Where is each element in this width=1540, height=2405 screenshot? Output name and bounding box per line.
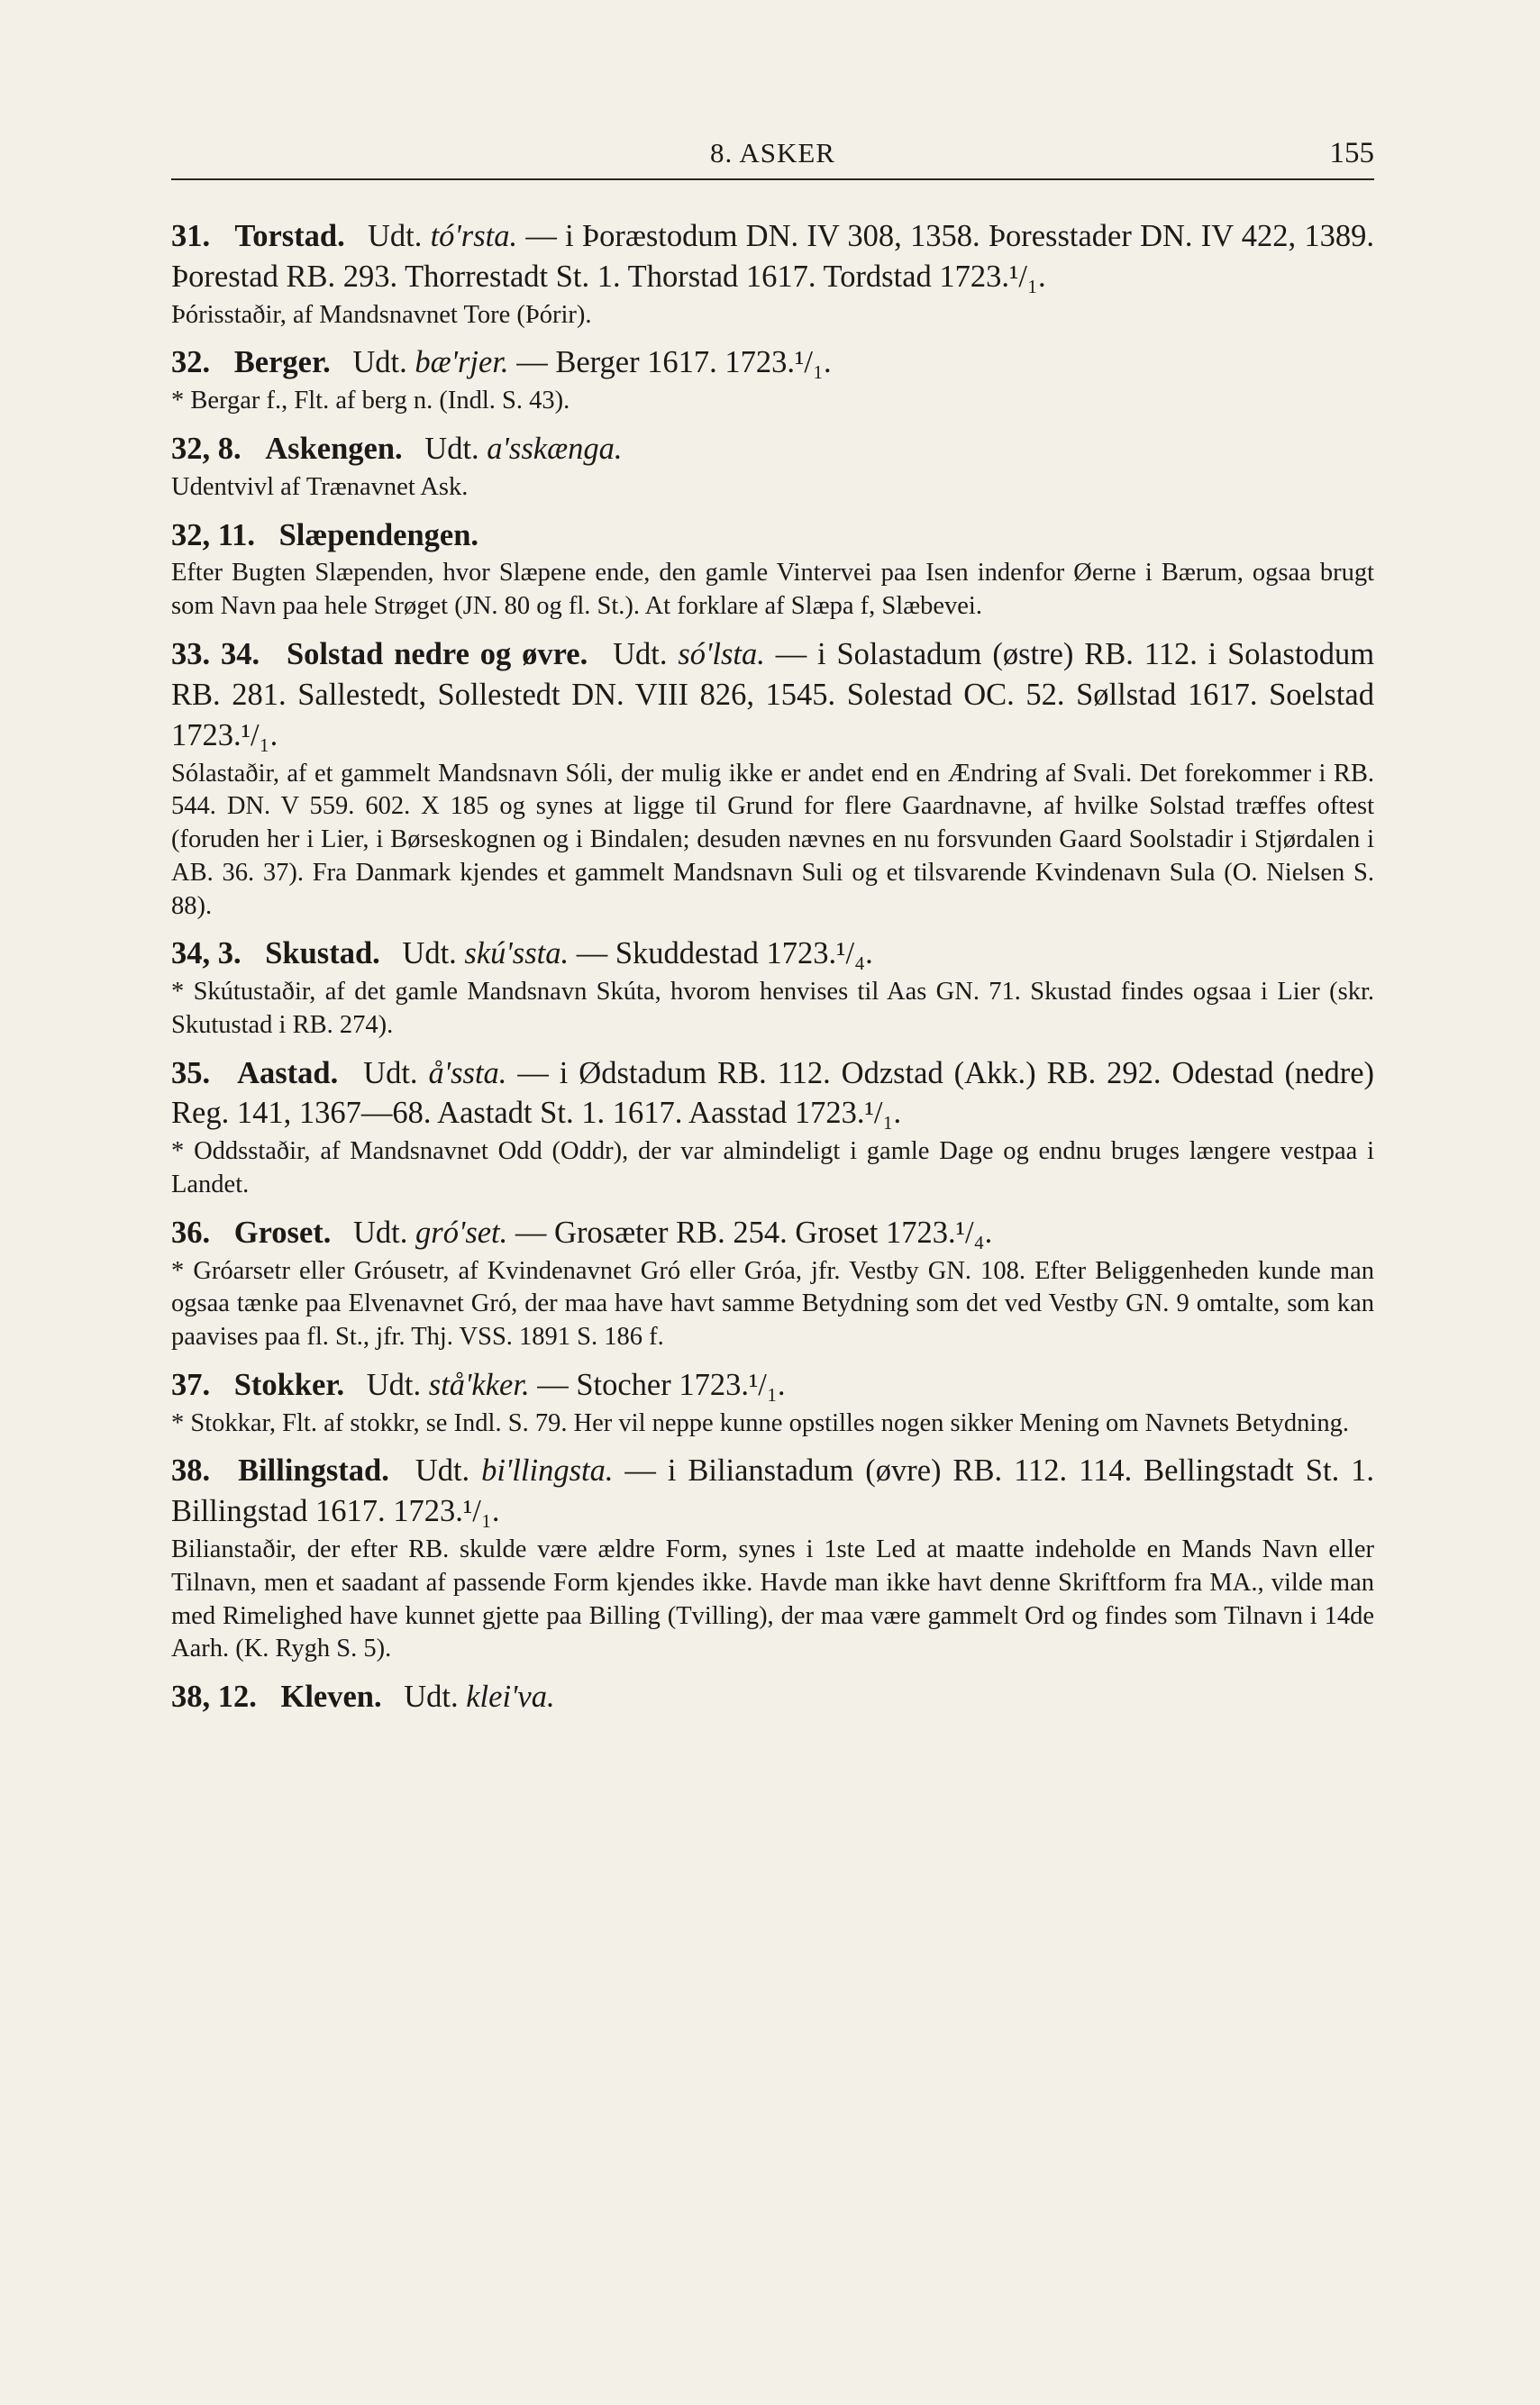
etymology-note: Sólastaðir, af et gammelt Mandsnavn Sóli, der mulig ikke er andet end en Ændring af Svali. Det forekommer i RB. 544. DN. V 559. 602. X 185 og synes at ligge til Grund for flere Gaardnavne, af hvilke Solstad træffes oftest (foruden her i Lier, i Børseskognen og i Bindalen; desuden nævnes en nu forsvunden Gaard Soolstadir i Stjørdalen i AB. 36. 37). Fra Danmark kjendes et gammelt Mandsnavn Suli og et tilsvarende Kvindenavn Sula (O. Nielsen S. 88).	[171, 759, 1374, 920]
running-header	[171, 135, 1374, 180]
farm-name: Billingstad.	[238, 1453, 389, 1489]
entry-number: 38, 12.	[171, 1680, 257, 1715]
entry-heading	[171, 934, 1374, 974]
entry-heading	[171, 342, 1374, 383]
entry-heading	[171, 634, 1374, 756]
farm-entry	[171, 1213, 1374, 1354]
etymology-note: * Oddsstaðir, af Mandsnavnet Odd (Oddr), der var almindeligt i gamle Dage og endnu bruges længere vestpaa i Landet.	[171, 1137, 1374, 1199]
entry-heading	[171, 1365, 1374, 1406]
entry-number: 35.	[171, 1055, 211, 1090]
pronunciation: bi'llingsta.	[481, 1453, 614, 1489]
farm-name: Slæpendengen.	[278, 517, 479, 552]
pronunciation: gró'set.	[415, 1215, 508, 1250]
page-number: 155	[1329, 137, 1374, 169]
entry-heading	[171, 216, 1374, 297]
entry-number: 32, 8.	[171, 432, 241, 467]
pronunciation: tó'rsta.	[430, 219, 518, 253]
entry-heading	[171, 1053, 1374, 1134]
entry-list	[171, 216, 1374, 1728]
pronunciation-label: Udt.	[366, 1367, 422, 1402]
pronunciation-label: Udt.	[424, 432, 479, 467]
farm-entry	[171, 515, 1374, 624]
farm-entry	[171, 634, 1374, 923]
entry-number: 31.	[171, 219, 211, 253]
entry-heading	[171, 515, 1374, 556]
entry-heading	[171, 1451, 1374, 1532]
historical-forms: — i Ødstadum RB. 112. Odzstad (Akk.) RB. 292. Odestad (nedre) Reg. 141, 1367—68. Aastadt St. 1. 1617. Aasstad 1723.¹/₁.	[171, 1055, 1375, 1131]
farm-name: Skustad.	[265, 936, 380, 971]
historical-forms: — i Þoræstodum DN. IV 308, 1358. Þoresstader DN. IV 422, 1389. Þorestad RB. 293. Thorrestadt St. 1. Thorstad 1617. Tordstad 1723.¹/₁.	[171, 219, 1375, 294]
entry-number: 37.	[171, 1367, 211, 1402]
etymology-note: Udentvivl af Trænavnet Ask.	[171, 472, 469, 501]
pronunciation-label: Udt.	[363, 1055, 418, 1090]
pronunciation: a'sskænga.	[487, 432, 623, 467]
historical-forms: — Berger 1617. 1723.¹/₁.	[516, 345, 832, 380]
farm-entry	[171, 1451, 1374, 1666]
historical-forms: — i Solastadum (østre) RB. 112. i Solastodum RB. 281. Sallestedt, Sollestedt DN. VIII 826, 1545. Solestad OC. 52. Søllstad 1617. Soelstad 1723.¹/₁.	[171, 636, 1375, 752]
etymology-note: Efter Bugten Slæpenden, hvor Slæpene ende, den gamle Vintervei paa Isen indenfor Øerne i Bærum, ogsaa brugt som Navn paa hele Strøget (JN. 80 og fl. St.). At forklare af Slæpa f, Slæbevei.	[171, 559, 1374, 621]
pronunciation-label: Udt.	[404, 1680, 459, 1715]
pronunciation-label: Udt.	[613, 636, 668, 671]
pronunciation: bæ'rjer.	[415, 345, 509, 380]
pronunciation-label: Udt.	[352, 345, 407, 380]
chapter-title: 8. ASKER	[710, 137, 835, 169]
historical-forms: — Skuddestad 1723.¹/₄.	[576, 936, 873, 971]
pronunciation: skú'ssta.	[464, 936, 570, 971]
farm-name: Kleven.	[280, 1680, 382, 1715]
entry-number: 34, 3.	[171, 936, 241, 971]
farm-entry	[171, 934, 1374, 1042]
etymology-note: * Stokkar, Flt. af stokkr, se Indl. S. 79. Her vil neppe kunne opstilles nogen sikker Mening om Navnets Betydning.	[171, 1408, 1349, 1437]
entry-number: 33. 34.	[171, 636, 260, 671]
entry-number: 32.	[171, 345, 211, 380]
farm-entry	[171, 429, 1374, 505]
entry-heading	[171, 429, 1374, 469]
etymology-note: Bilianstaðir, der efter RB. skulde være ældre Form, synes i 1ste Led at maatte indeholde en Mands Navn eller Tilnavn, men et saadant af passende Form kjendes ikke. Havde man ikke havt denne Skriftform fra MA., vilde man med Rimelighed have kunnet gjette paa Billing (Tvilling), der maa være gammelt Ord og findes som Tilnavn i 14de Aarh. (K. Rygh S. 5).	[171, 1535, 1374, 1663]
pronunciation-label: Udt.	[353, 1215, 408, 1250]
farm-entry	[171, 1677, 1374, 1717]
farm-name: Stokker.	[233, 1367, 345, 1402]
farm-entry	[171, 1053, 1374, 1202]
entry-heading	[171, 1677, 1374, 1717]
etymology-note: Þórisstaðir, af Mandsnavnet Tore (Þórir).	[171, 300, 592, 329]
historical-forms: — Stocher 1723.¹/₁.	[537, 1367, 786, 1402]
farm-name: Torstad.	[234, 219, 345, 253]
pronunciation: klei'va.	[466, 1680, 555, 1715]
farm-name: Aastad.	[237, 1055, 339, 1090]
etymology-note: * Bergar f., Flt. af berg n. (Indl. S. 43).	[171, 387, 570, 415]
pronunciation: só'lsta.	[678, 636, 765, 671]
pronunciation-label: Udt.	[415, 1453, 470, 1489]
farm-name: Solstad nedre og øvre.	[286, 636, 588, 671]
entry-number: 32, 11.	[171, 517, 255, 552]
entry-number: 36.	[171, 1215, 211, 1250]
entry-number: 38.	[171, 1453, 211, 1489]
historical-forms: — Grosæter RB. 254. Groset 1723.¹/₄.	[515, 1215, 993, 1250]
historical-forms: — i Bilianstadum (øvre) RB. 112. 114. Bellingstadt St. 1. Billingstad 1617. 1723.¹/₁.	[171, 1453, 1375, 1529]
pronunciation-label: Udt.	[367, 219, 423, 253]
pronunciation: stå'kker.	[428, 1367, 530, 1402]
farm-name: Groset.	[233, 1215, 332, 1250]
pronunciation: å'ssta.	[428, 1055, 507, 1090]
farm-entry	[171, 1365, 1374, 1441]
etymology-note: * Gróarsetr eller Gróusetr, af Kvindenavnet Gró eller Gróa, jfr. Vestby GN. 108. Efter Beliggenheden kunde man ogsaa tænke paa Elvenavnet Gró, der maa have havt samme Betydning som det ved Vestby GN. 9 omtalte, som kan paavises paa fl. St., jfr. Thj. VSS. 1891 S. 186 f.	[171, 1256, 1374, 1352]
farm-name: Berger.	[233, 345, 331, 380]
entry-heading	[171, 1213, 1374, 1253]
farm-name: Askengen.	[265, 432, 403, 467]
pronunciation-label: Udt.	[402, 936, 457, 971]
farm-entry	[171, 216, 1374, 332]
farm-entry	[171, 342, 1374, 418]
etymology-note: * Skútustaðir, af det gamle Mandsnavn Skúta, hvorom henvises til Aas GN. 71. Skustad findes ogsaa i Lier (skr. Skutustad i RB. 274).	[171, 978, 1374, 1039]
